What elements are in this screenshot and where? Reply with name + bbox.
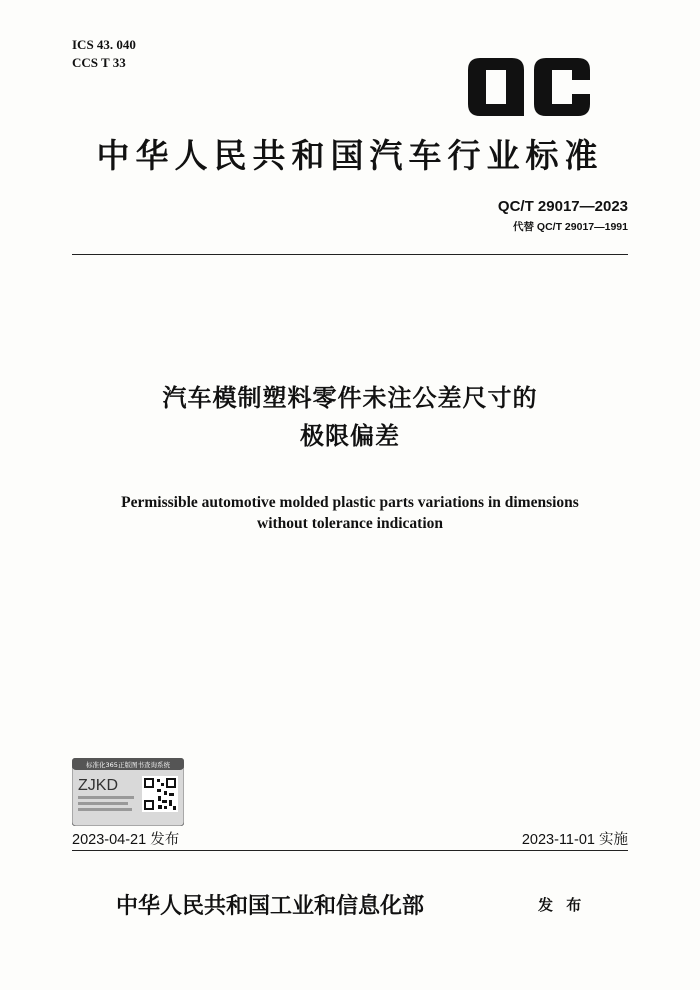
issue-date-value: 2023-04-21	[72, 832, 147, 848]
implement-date	[522, 828, 628, 849]
chinese-title-line-1: 汽车模制塑料零件未注公差尺寸的	[162, 384, 538, 412]
standard-code-block	[498, 198, 628, 234]
chinese-title	[0, 379, 700, 455]
publisher-name: 中华人民共和国工业和信息化部	[116, 893, 425, 919]
implement-date-label: 实施	[599, 832, 628, 848]
issue-date	[72, 828, 179, 849]
english-title-line-1: Permissible automotive molded plastic parts variations in dimensions	[121, 494, 579, 511]
ics-code: ICS 43. 040	[72, 37, 136, 52]
english-title	[0, 492, 700, 534]
stamp-header-text: 标准化365正版图书查询系统	[86, 761, 170, 769]
standard-number: QC/T 29017—2023	[497, 198, 628, 215]
english-title-line-2: without tolerance indication	[257, 515, 443, 532]
bottom-divider	[72, 850, 628, 851]
ccs-code: CCS T 33	[72, 55, 126, 70]
issue-date-label: 发布	[150, 832, 180, 848]
publish-label: 发 布	[538, 896, 586, 914]
top-divider	[72, 254, 628, 255]
standard-category-title: 中华人民共和国汽车行业标准	[96, 136, 604, 175]
qr-code-icon	[142, 776, 178, 812]
chinese-title-line-2: 极限偏差	[300, 422, 400, 450]
verification-stamp	[72, 758, 184, 826]
stamp-brand-text: ZJKD	[78, 777, 118, 794]
implement-date-value: 2023-11-01	[521, 832, 595, 848]
qc-logo	[468, 58, 592, 116]
replaces-standard: 代替 QC/T 29017—1991	[513, 221, 628, 233]
classification-codes	[72, 36, 136, 72]
